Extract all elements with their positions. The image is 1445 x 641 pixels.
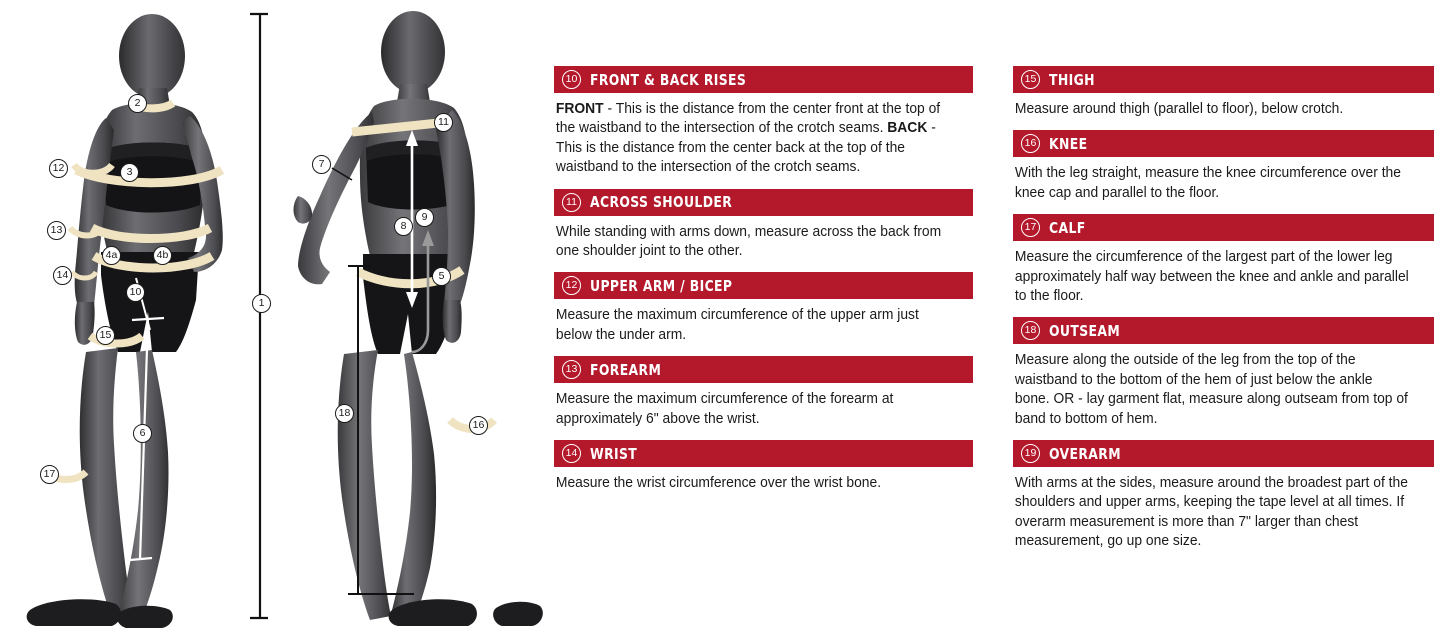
entry-thigh	[1013, 66, 1434, 119]
entry-description: Measure around thigh (parallel to floor), below crotch.	[1014, 101, 1344, 117]
entry-title: OUTSEAM	[1049, 321, 1121, 340]
entry-number-badge: 11	[562, 193, 581, 212]
measurement-column-middle	[554, 66, 973, 504]
entry-title: CALF	[1049, 218, 1086, 237]
back-mannequin	[294, 11, 543, 626]
marker-4a: 4a	[102, 246, 121, 265]
entry-description: With arms at the sides, measure around the broadest part of the shoulders and upper arms, keeping the tape level at all times. If overarm measurement is more than 7" larger than chest measurement, go up one size.	[1014, 475, 1408, 550]
entry-wrist	[554, 440, 973, 493]
entry-overarm	[1013, 440, 1434, 552]
entry-title: OVERARM	[1049, 444, 1121, 463]
entry-number-badge: 10	[562, 70, 581, 89]
entry-calf	[1013, 214, 1434, 306]
entry-number-badge: 19	[1021, 444, 1040, 463]
entry-number-badge: 12	[562, 276, 581, 295]
marker-7: 7	[312, 155, 331, 174]
marker-12: 12	[49, 159, 68, 178]
entry-description: FRONT - This is the distance from the center front at the top of the waistband to the intersection of the crotch seams. BACK - This is the distance from the center back at the top of the waistband to the intersection of the crotch seams.	[555, 101, 941, 176]
marker-2: 2	[128, 94, 147, 113]
entry-title: FRONT & BACK RISES	[590, 70, 747, 89]
entry-knee	[1013, 130, 1434, 203]
entry-number-badge: 14	[562, 444, 581, 463]
marker-13: 13	[47, 221, 66, 240]
marker-3: 3	[120, 163, 139, 182]
marker-14: 14	[53, 266, 72, 285]
entry-forearm	[554, 356, 973, 429]
marker-8: 8	[394, 217, 413, 236]
marker-11: 11	[434, 113, 453, 132]
entry-description: Measure along the outside of the leg from the top of the waistband to the bottom of the hem of just below the ankle bone. OR - lay garment flat, measure along outseam from top of band to bottom of hem.	[1014, 352, 1408, 427]
marker-1: 1	[252, 294, 271, 313]
entry-front-back-rises	[554, 66, 973, 178]
entry-number-badge: 13	[562, 360, 581, 379]
entry-across-shoulder	[554, 189, 973, 262]
marker-5: 5	[432, 267, 451, 286]
entry-description: With the leg straight, measure the knee circumference over the knee cap and parallel to the floor.	[1014, 165, 1401, 201]
entry-number-badge: 16	[1021, 134, 1040, 153]
entry-number-badge: 18	[1021, 321, 1040, 340]
measurement-column-right	[1013, 66, 1434, 563]
entry-title: UPPER ARM / BICEP	[590, 276, 733, 295]
entry-title: WRIST	[590, 444, 638, 463]
entry-number-badge: 17	[1021, 218, 1040, 237]
entry-outseam	[1013, 317, 1434, 429]
entry-header	[1013, 317, 1434, 344]
entry-header	[554, 440, 973, 467]
marker-16: 16	[469, 416, 488, 435]
entry-title: KNEE	[1049, 134, 1088, 153]
entry-description: While standing with arms down, measure across the back from one shoulder joint to the other.	[555, 223, 942, 260]
entry-description: Measure the maximum circumference of the forearm at approximately 6" above the wrist.	[555, 391, 894, 427]
entry-header	[554, 189, 973, 216]
entry-header	[1013, 214, 1434, 241]
marker-17: 17	[40, 465, 59, 484]
entry-header	[1013, 130, 1434, 157]
marker-15: 15	[96, 326, 115, 345]
marker-9: 9	[415, 208, 434, 227]
marker-18: 18	[335, 404, 354, 423]
entry-header	[1013, 440, 1434, 467]
marker-10: 10	[126, 283, 145, 302]
entry-description: Measure the wrist circumference over the wrist bone.	[555, 475, 882, 492]
entry-header	[554, 356, 973, 383]
marker-6: 6	[133, 424, 152, 443]
entry-header	[554, 66, 973, 93]
entry-upper-arm-bicep	[554, 272, 973, 345]
marker-4b: 4b	[153, 246, 172, 265]
front-mannequin	[27, 14, 268, 628]
entry-header	[1013, 66, 1434, 93]
entry-description: Measure the maximum circumference of the upper arm just below the under arm.	[555, 307, 919, 343]
measurement-illustration	[0, 0, 545, 641]
entry-title: FOREARM	[590, 360, 662, 379]
entry-title: ACROSS SHOULDER	[590, 193, 733, 212]
entry-description: Measure the circumference of the largest part of the lower leg approximately half way between the knee and ankle and parallel to the floor.	[1014, 249, 1409, 305]
entry-title: THIGH	[1049, 70, 1095, 89]
mannequin-figures	[0, 0, 545, 641]
entry-number-badge: 15	[1021, 70, 1040, 89]
entry-header	[554, 272, 973, 299]
